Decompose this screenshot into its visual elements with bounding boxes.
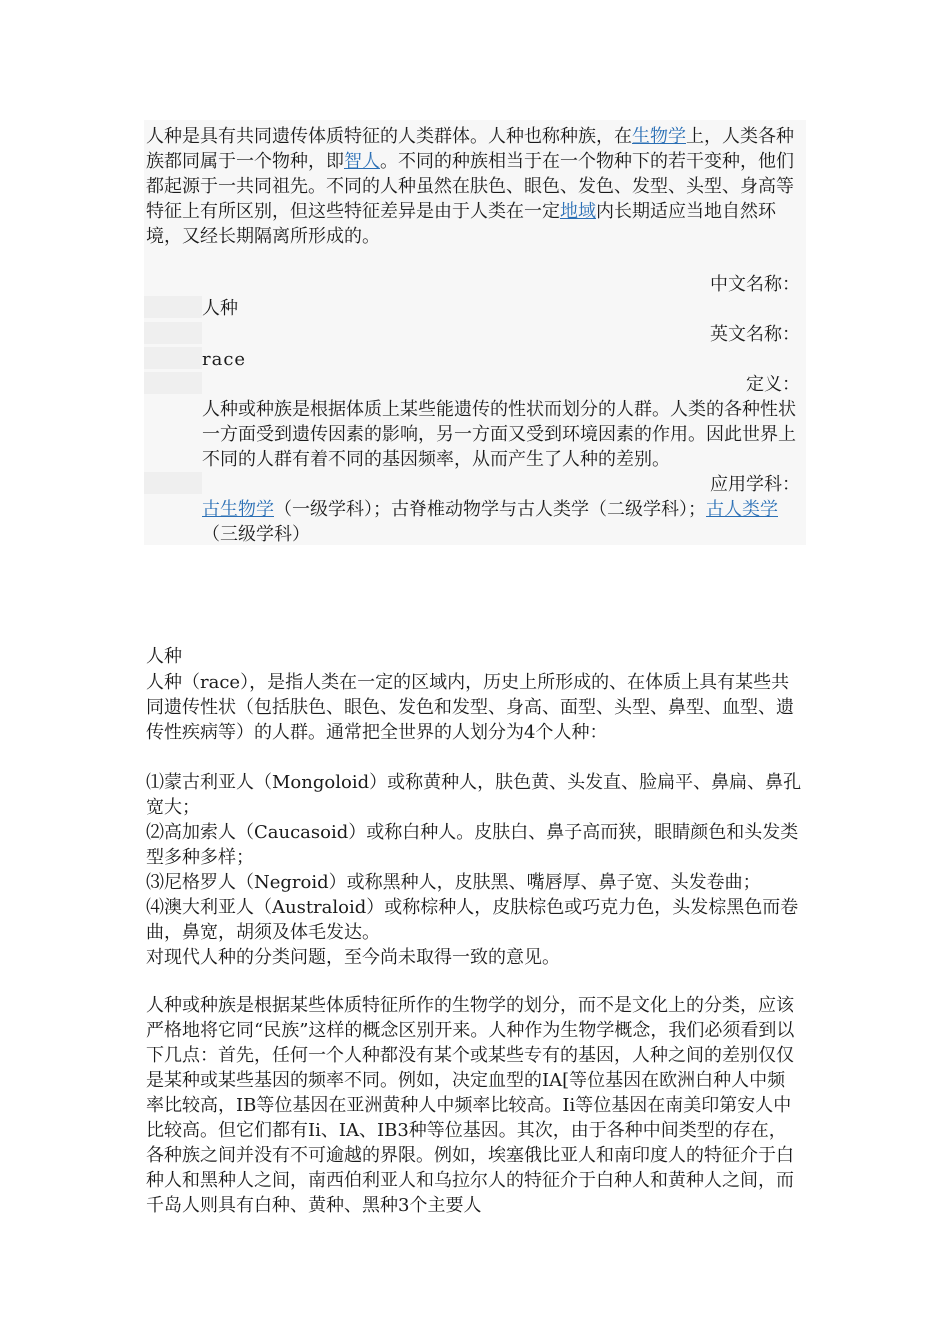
subject-text: （三级学科） [202,524,310,545]
biology-concept-paragraph: 人种或种族是根据某些体质特征所作的生物学的划分，而不是文化上的分类，应该严格地将它同“民族”这样的概念区别开来。人种作为生物学概念，我们必须看到以下几点：首先，任何一个人种都没有某个或某些专有的基因，人种之间的差别仅仅是某种或某些基因的频率不同。例如，决定血型的IA[等位基因在欧洲白种人中频率比较高，IB等位基因在亚洲黄种人中频率比较高。Ii等位基因在南美印第安人中比较高。但它们都有Ii、IA、IB3种等位基因。其次，由于各种中间类型的存在，各种族之间并没有不可逾越的界限。例如，埃塞俄比亚人和南印度人的特征介于白种人和黑种人之间，南西伯利亚人和乌拉尔人的特征介于白种人和黄种人之间，而千岛人则具有白种、黄种、黑种3个主要人 [146,995,795,1216]
subject-label: 应用学科： [710,474,800,495]
link-biology[interactable]: 生物学 [632,126,686,147]
link-homo-sapiens[interactable]: 智人 [344,151,380,172]
row-stripe [144,472,202,494]
list-item: ⑴蒙古利亚人（Mongoloid）或称黄种人，肤色黄、头发直、脸扁平、鼻扁、鼻孔宽大； [146,772,802,818]
section-heading: 人种 [146,646,182,667]
chinese-name-label: 中文名称： [710,274,800,295]
intro-text: 人种是具有共同遗传体质特征的人类群体。人种也称种族，在 [146,126,632,147]
english-name-value: race [202,349,247,370]
race-list [146,770,802,970]
intro-text: 。不同的种族相当于在一个物种下的若干变种，他们都起源于一共同祖先。不同的人种虽然在肤色、眼色、发色、发型、头型、身高等特征上有所区别，但这些特征差异是由于人类在一定 [146,151,794,222]
intro-text: 内长期适应当地自然环境，又经长期隔离所形成的。 [146,201,776,247]
list-item: ⑶尼格罗人（Negroid）或称黑种人，皮肤黑、嘴唇厚、鼻子宽、头发卷曲； [146,872,761,893]
definition-label: 定义： [746,374,800,395]
link-paleoanthropology[interactable]: 古人类学 [706,499,778,520]
list-item: ⑵高加索人（Caucasoid）或称白种人。皮肤白、鼻子高而狭，眼睛颜色和头发类型多种多样； [146,822,799,868]
subject-value [202,497,798,547]
link-region[interactable]: 地域 [560,201,596,222]
intro-paragraph [146,124,802,249]
classification-note: 对现代人种的分类问题，至今尚未取得一致的意见。 [146,947,560,968]
english-name-label: 英文名称： [710,324,800,345]
intro-text: 上，人类各种族都同属于一个物种，即 [146,126,794,172]
link-paleontology[interactable]: 古生物学 [202,499,274,520]
definition-value: 人种或种族是根据体质上某些能遗传的性状而划分的人群。人类的各种性状一方面受到遗传因素的影响，另一方面又受到环境因素的作用。因此世界上不同的人群有着不同的基因频率，从而产生了人种的差别。 [202,399,796,470]
subject-text: （一级学科）；古脊椎动物学与古人类学（二级学科）； [274,499,706,520]
row-stripe [144,372,202,394]
list-item: ⑷澳大利亚人（Australoid）或称棕种人，皮肤棕色或巧克力色，头发棕黑色而卷曲，鼻宽，胡须及体毛发达。 [146,897,799,943]
chinese-name-value: 人种 [202,298,238,319]
row-stripe [144,322,202,344]
race-definition-paragraph: 人种（race），是指人类在一定的区域内，历史上所形成的、在体质上具有某些共同遗传性状（包括肤色、眼色、发色和发型、身高、面型、头型、鼻型、血型、遗传性疾病等）的人群。通常把全世界的人划分为4个人种： [146,672,794,743]
row-stripe [144,347,202,369]
row-stripe [144,296,202,318]
